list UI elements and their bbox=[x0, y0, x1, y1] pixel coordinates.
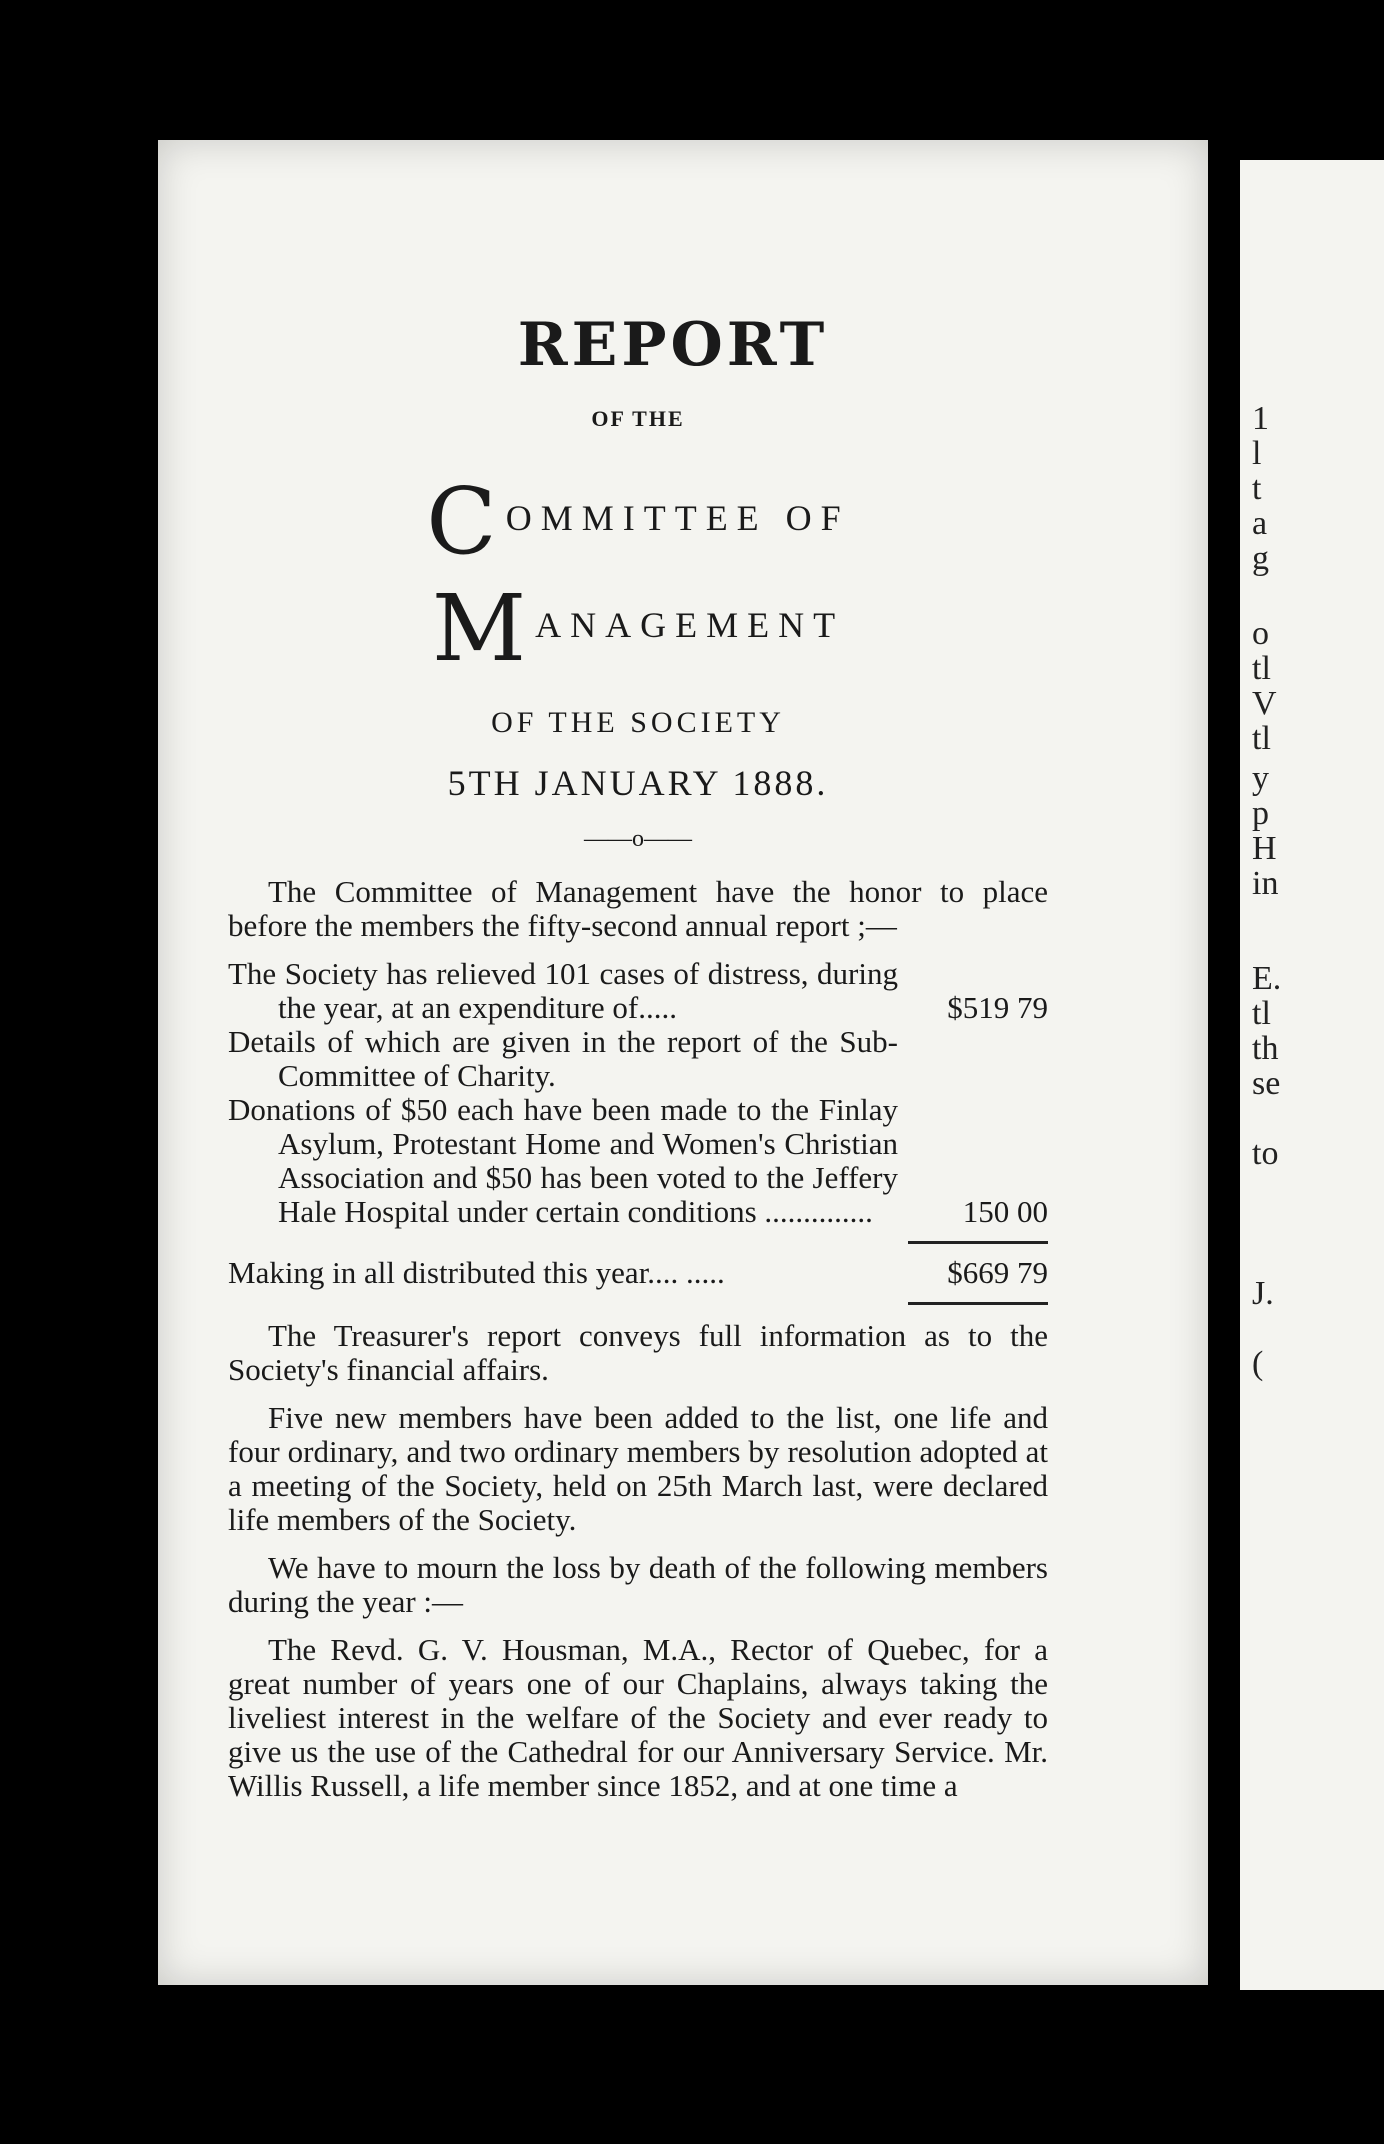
fragment: in bbox=[1252, 865, 1279, 902]
fragment: y bbox=[1252, 760, 1269, 797]
total-row bbox=[228, 1256, 1048, 1290]
report-title: REPORT bbox=[517, 310, 829, 380]
fragment: tl bbox=[1252, 995, 1271, 1032]
fragment: g bbox=[1252, 540, 1269, 577]
entry-amount: 150 00 bbox=[962, 1194, 1048, 1229]
fragment: E. bbox=[1252, 960, 1282, 997]
entry-amount: $519 79 bbox=[947, 990, 1048, 1025]
account-entry bbox=[228, 1025, 1048, 1093]
fragment: th bbox=[1252, 1030, 1279, 1067]
fragment: se bbox=[1252, 1065, 1281, 1102]
total-text: Making in all distributed this year.... ..... bbox=[228, 1255, 725, 1290]
entry-text: The Society has relieved 101 cases of distress, during the year, at an expenditure of..... bbox=[228, 956, 898, 1025]
fragment: l bbox=[1252, 435, 1262, 472]
committee-initial: C bbox=[426, 468, 506, 575]
account-entry bbox=[228, 1093, 1048, 1229]
sum-rule bbox=[228, 1241, 1048, 1244]
fragment: t bbox=[1252, 470, 1262, 507]
fragment: tl bbox=[1252, 720, 1271, 757]
adjacent-page-edge bbox=[1240, 160, 1384, 1990]
of-word: OF bbox=[785, 497, 850, 538]
fragment: p bbox=[1252, 795, 1269, 832]
entry-text: Donations of $50 each have been made to the Finlay Asylum, Protestant Home and Women's Christian Association and $50 has been voted to the Jeffery Hale Hospital under certain conditions .............. bbox=[228, 1092, 898, 1229]
fragment: o bbox=[1252, 615, 1269, 652]
fragment: ( bbox=[1252, 1345, 1264, 1382]
fragment: V bbox=[1252, 685, 1277, 722]
fragment: 1 bbox=[1252, 400, 1269, 437]
committee-word: OMMITTEE bbox=[505, 497, 768, 538]
total-rule bbox=[228, 1302, 1048, 1305]
document-page bbox=[158, 140, 1208, 1985]
fragment: tl bbox=[1252, 650, 1271, 687]
intro-paragraph: The Committee of Management have the honor to place before the members the fifty-second annual report ;— bbox=[228, 874, 1048, 943]
committee-heading bbox=[228, 468, 1048, 682]
management-initial: M bbox=[431, 575, 536, 682]
obituary-paragraph: The Revd. G. V. Housman, M.A., Rector of Quebec, for a great number of years one of our Chaplains, always taking the liveliest interest in the welfare of the Society and ever ready to give us the use of the Cathedral for our Anniversary Service. Mr. Willis Russell, a life member since 1852, and at one time a bbox=[228, 1632, 1048, 1803]
section-separator: ——o—— bbox=[584, 826, 692, 852]
total-amount: $669 79 bbox=[947, 1255, 1048, 1290]
report-date: 5TH JANUARY 1888. bbox=[447, 763, 829, 803]
of-the-heading: OF THE bbox=[591, 406, 685, 431]
fragment: a bbox=[1252, 505, 1268, 542]
treasurer-paragraph: The Treasurer's report conveys full information as to the Society's financial affairs. bbox=[228, 1318, 1048, 1387]
report-content bbox=[228, 310, 1048, 1803]
entry-text: Details of which are given in the report of the Sub-Committee of Charity. bbox=[228, 1024, 898, 1093]
account-entry bbox=[228, 957, 1048, 1025]
members-paragraph: Five new members have been added to the list, one life and four ordinary, and two ordinary members by resolution adopted at a meeting of the Society, held on 25th March last, were declared life members of the Society. bbox=[228, 1400, 1048, 1537]
society-heading: OF THE SOCIETY bbox=[491, 706, 785, 739]
fragment: to bbox=[1252, 1135, 1279, 1172]
fragment: H bbox=[1252, 830, 1277, 867]
fragment: J. bbox=[1252, 1275, 1274, 1312]
management-word: ANAGEMENT bbox=[535, 604, 845, 645]
mourning-paragraph: We have to mourn the loss by death of the following members during the year :— bbox=[228, 1550, 1048, 1619]
